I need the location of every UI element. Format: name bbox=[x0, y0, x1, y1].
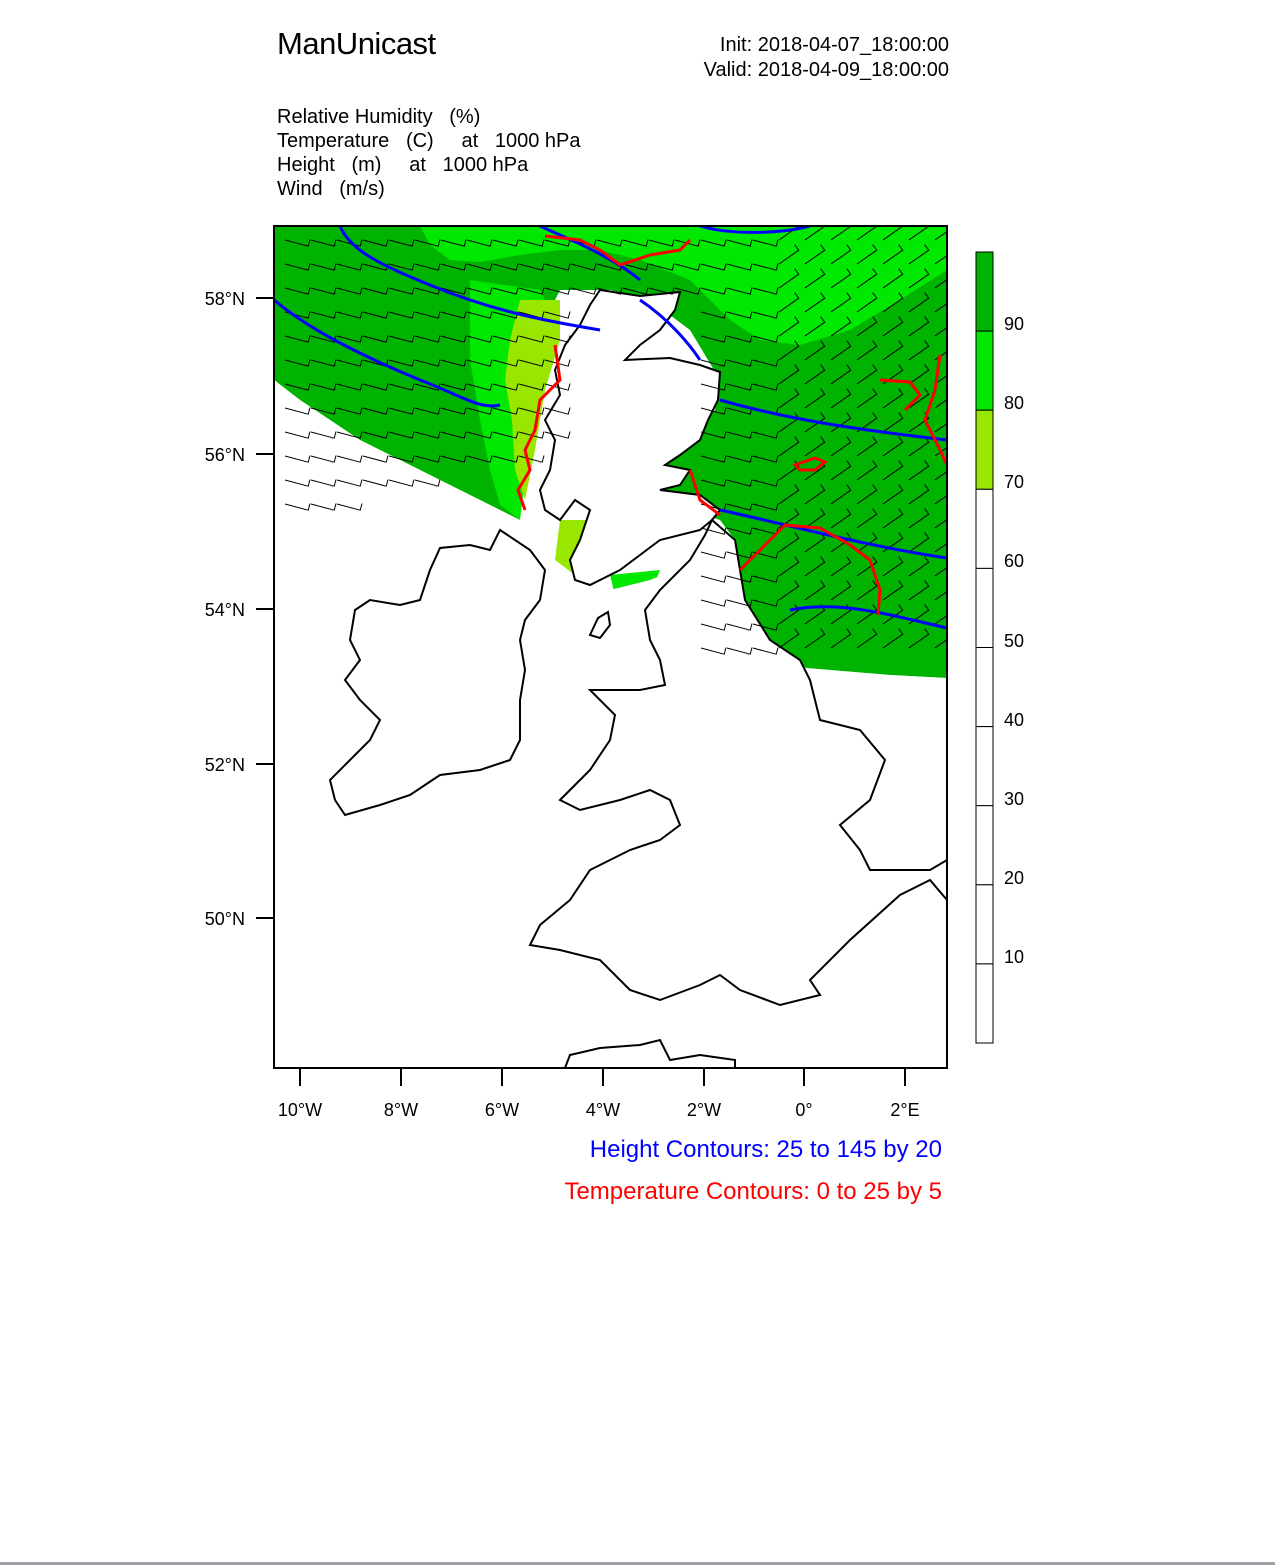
lon-label: 6°W bbox=[484, 1100, 520, 1120]
lat-label: 54°N bbox=[204, 600, 245, 620]
longitude-axis bbox=[278, 1068, 920, 1120]
colorbar-segment bbox=[976, 648, 993, 727]
colorbar-segment bbox=[976, 331, 993, 410]
height-contour-legend: Height Contours: 25 to 145 by 20 bbox=[589, 1136, 942, 1163]
lat-label: 56°N bbox=[204, 445, 245, 465]
page-bottom-rule bbox=[0, 1562, 1275, 1565]
lon-label: 10°W bbox=[277, 1100, 323, 1120]
lon-label: 2°E bbox=[890, 1100, 920, 1120]
colorbar-label: 90 bbox=[1004, 314, 1025, 334]
colorbar-label: 30 bbox=[1004, 789, 1025, 809]
colorbar-segment bbox=[976, 964, 993, 1043]
colorbar-segment bbox=[976, 252, 993, 331]
lon-label: 4°W bbox=[585, 1100, 621, 1120]
field-wind: Wind (m/s) bbox=[277, 178, 385, 200]
lon-label: 0° bbox=[795, 1100, 813, 1120]
colorbar-label: 80 bbox=[1004, 393, 1025, 413]
colorbar-segment bbox=[976, 806, 993, 885]
colorbar-label: 50 bbox=[1004, 631, 1025, 651]
lon-label: 8°W bbox=[383, 1100, 419, 1120]
colorbar-label: 60 bbox=[1004, 551, 1025, 571]
colorbar-label: 40 bbox=[1004, 710, 1025, 730]
colorbar-label: 70 bbox=[1004, 472, 1025, 492]
colorbar-segment bbox=[976, 489, 993, 568]
init-time: Init: 2018-04-07_18:00:00 bbox=[719, 34, 949, 56]
field-height: Height (m) at 1000 hPa bbox=[277, 154, 529, 176]
field-rh: Relative Humidity (%) bbox=[277, 106, 481, 128]
lon-label: 2°W bbox=[686, 1100, 722, 1120]
colorbar-segment bbox=[976, 568, 993, 647]
colorbar-label: 20 bbox=[1004, 868, 1025, 888]
colorbar bbox=[976, 252, 1024, 1043]
field-temperature: Temperature (C) at 1000 hPa bbox=[277, 130, 581, 152]
colorbar-segment bbox=[976, 885, 993, 964]
lat-label: 52°N bbox=[204, 755, 245, 775]
colorbar-segment bbox=[976, 410, 993, 489]
latitude-axis bbox=[205, 289, 274, 929]
map-area bbox=[274, 221, 955, 1069]
colorbar-label: 10 bbox=[1004, 947, 1025, 967]
lat-label: 58°N bbox=[204, 289, 245, 309]
chart-title: ManUnicast bbox=[277, 26, 436, 61]
lat-label: 50°N bbox=[204, 909, 245, 929]
colorbar-segments bbox=[976, 252, 993, 1043]
temperature-contour-legend: Temperature Contours: 0 to 25 by 5 bbox=[564, 1178, 942, 1205]
valid-time: Valid: 2018-04-09_18:00:00 bbox=[703, 59, 949, 81]
colorbar-segment bbox=[976, 727, 993, 806]
